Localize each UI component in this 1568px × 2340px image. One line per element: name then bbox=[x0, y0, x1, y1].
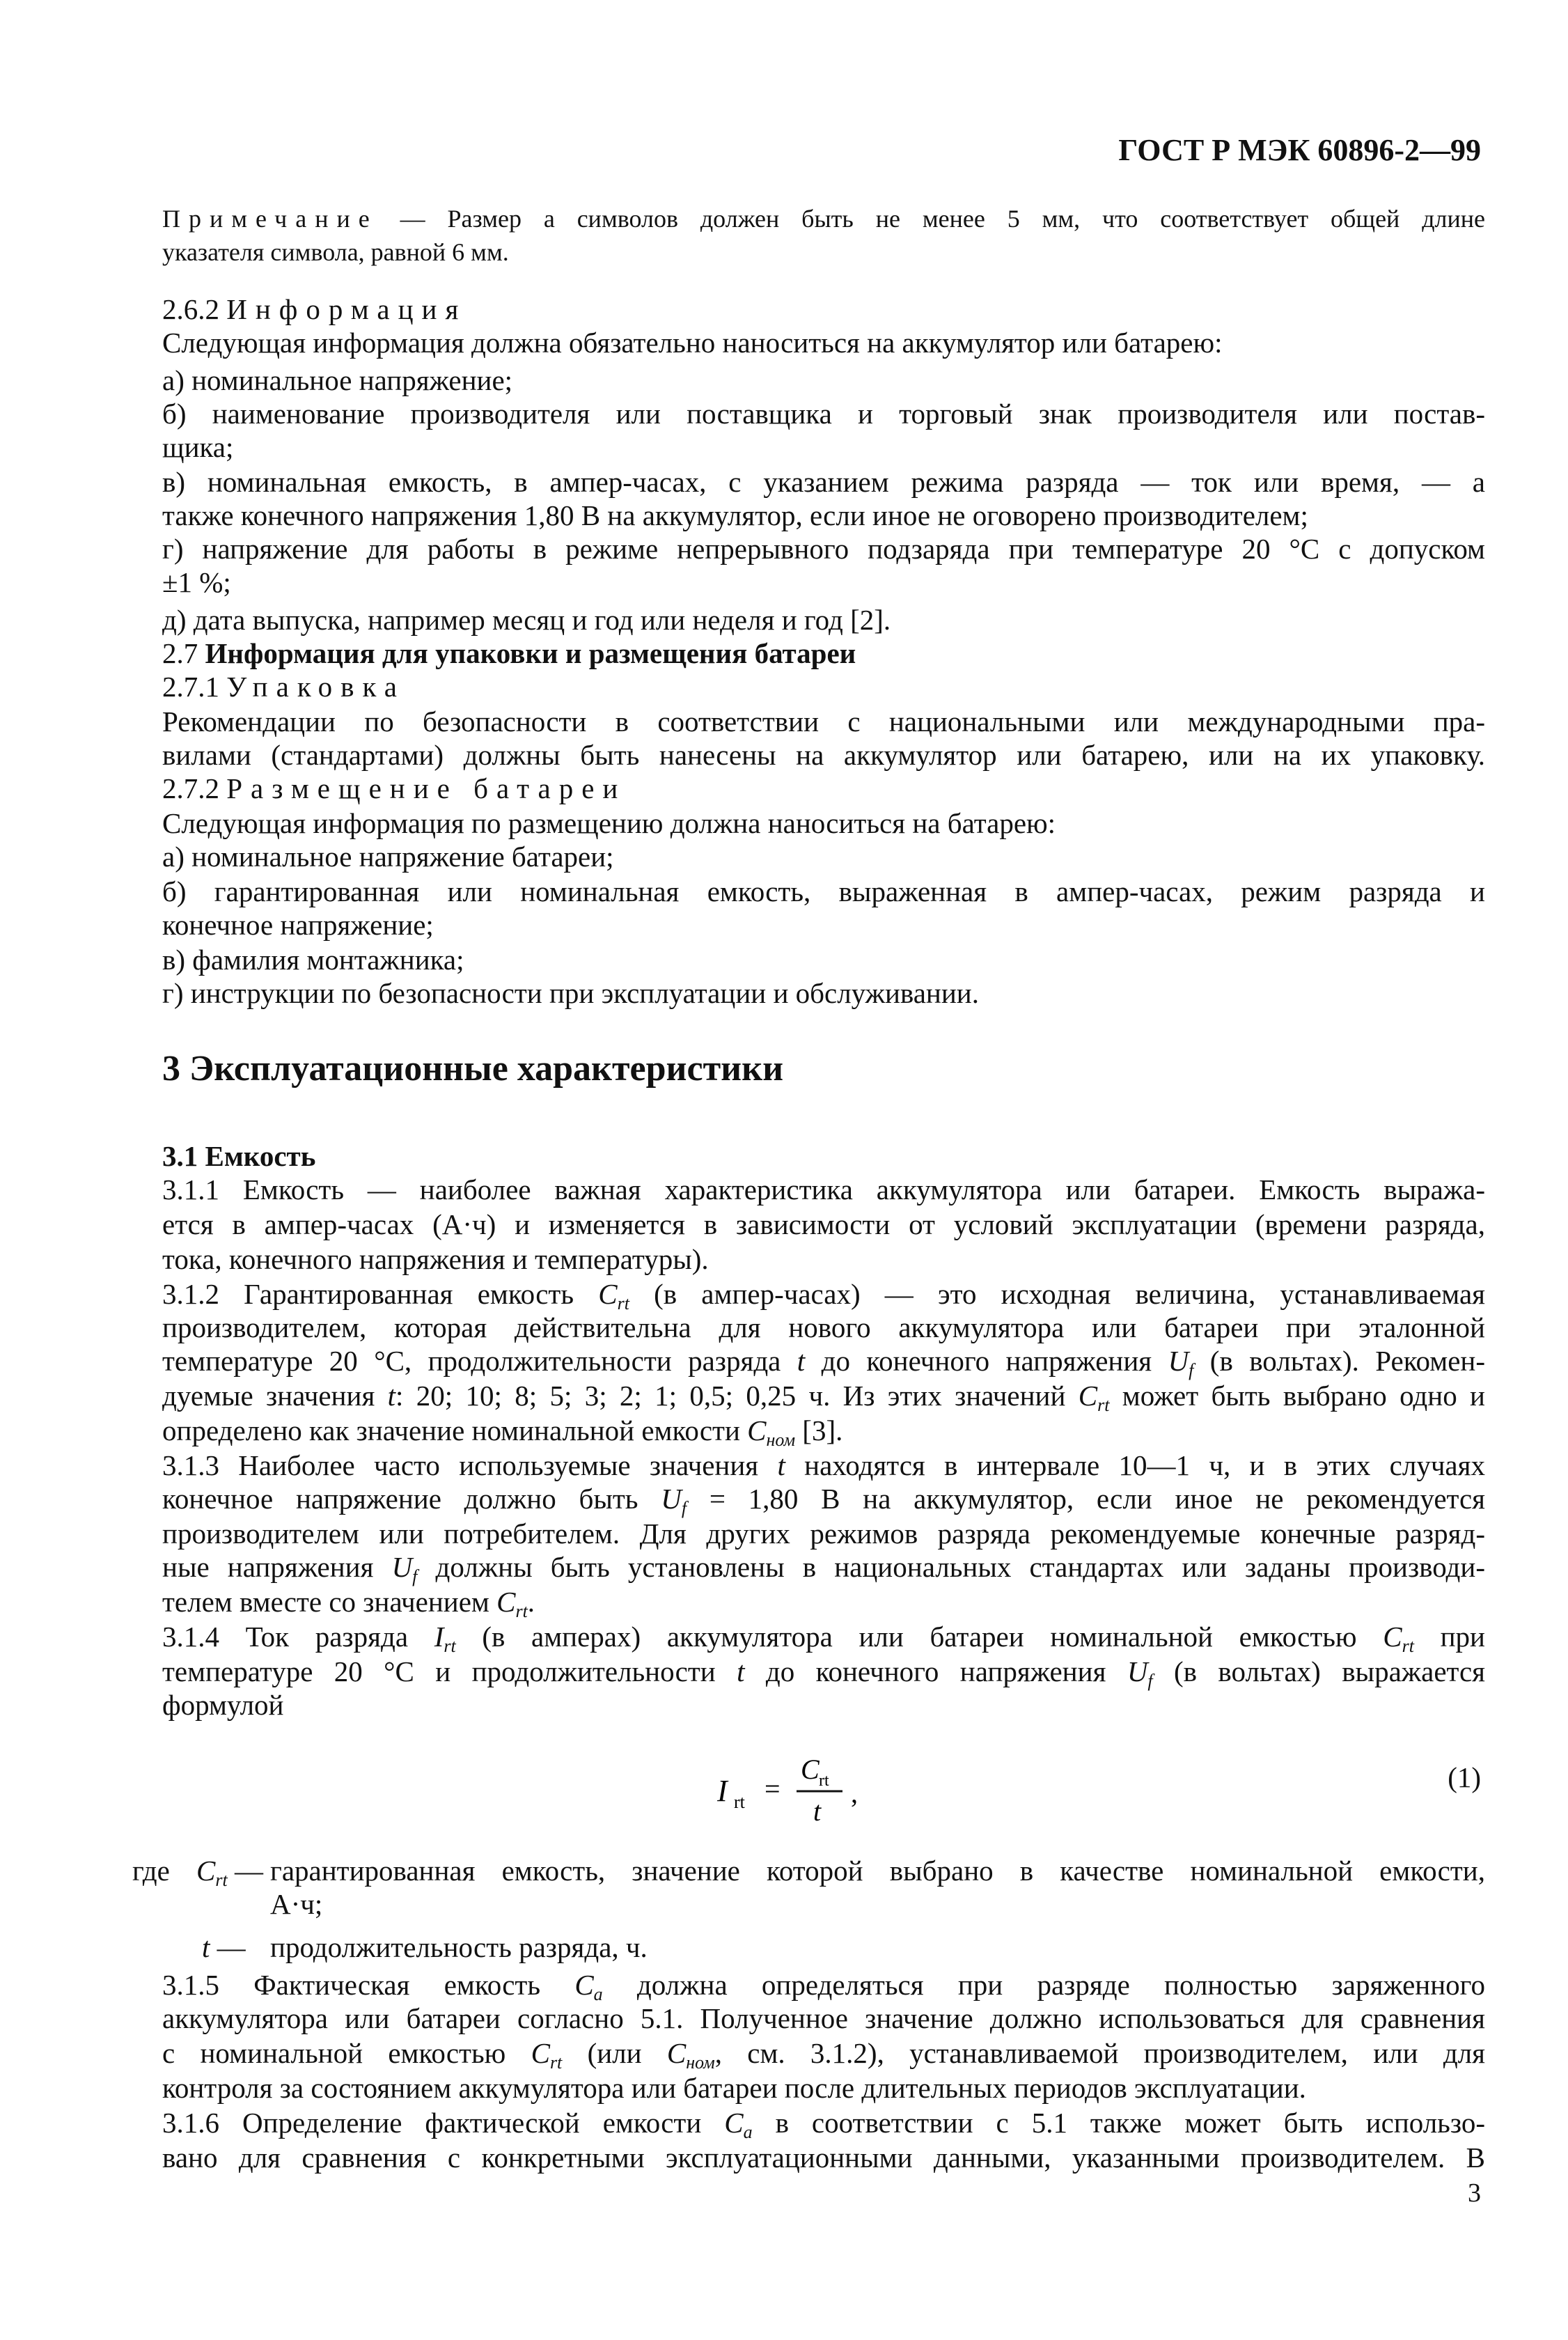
text-run: температуре 20 °С, продолжительности разряда bbox=[162, 1345, 797, 1377]
paragraph-line: производителем или потребителем. Для других режимов разряда рекомендуемые конечные разряд- bbox=[162, 1518, 1485, 1550]
paragraph-line: производителем, которая действительна для нового аккумулятора или батареи при эталонной bbox=[162, 1311, 1485, 1343]
text-run: (в амперах) аккумулятора или батареи номинальной емкостью bbox=[455, 1621, 1383, 1653]
list-item-continuation: ±1 %; bbox=[162, 566, 231, 598]
paragraph-line: ется в ампер-часах (А·ч) и изменяется в зависимости от условий эксплуатации (времени разряда, bbox=[162, 1208, 1485, 1240]
formula-denominator: t bbox=[813, 1795, 822, 1827]
formula-number: (1) bbox=[1448, 1761, 1481, 1793]
paragraph-line bbox=[162, 1482, 1485, 1518]
text-run: . bbox=[527, 1586, 535, 1618]
paragraph-line bbox=[162, 2036, 1485, 2073]
symbol-c-rt: $C_{rt}$ bbox=[496, 1586, 528, 1621]
symbol-u-f: $U_f$ bbox=[661, 1483, 687, 1518]
symbol-c-rt: $C_{rt}$ bbox=[598, 1278, 629, 1313]
text-run: при bbox=[1413, 1621, 1485, 1653]
list-item: д) дата выпуска, например месяц и год или неделя и год [2]. bbox=[162, 604, 891, 636]
subsection-heading-2-7 bbox=[162, 637, 1485, 670]
formula-lhs-sub: rt bbox=[734, 1792, 745, 1812]
text-run: находятся в интервале 10—1 ч, и в этих случаях bbox=[785, 1449, 1485, 1481]
text-run: до конечного напряжения bbox=[744, 1655, 1127, 1687]
paragraph-line: 3.1.1 Емкость — наиболее важная характеристика аккумулятора или батареи. Емкость выража- bbox=[162, 1173, 1485, 1206]
symbol-t: t bbox=[737, 1655, 745, 1687]
subsection-heading-2-7-2 bbox=[162, 772, 1485, 805]
where-symbol-t: t — bbox=[202, 1931, 246, 1963]
symbol-c-a: $C_a$ bbox=[724, 2107, 753, 2142]
paragraph-line: Следующая информация по размещению должна наноситься на батарею: bbox=[162, 807, 1056, 839]
paragraph-line: вано для сравнения с конкретными эксплуатационными данными, указанными производителем. В bbox=[162, 2142, 1485, 2174]
formula-equals: = bbox=[765, 1773, 781, 1804]
section-heading-3: 3 Эксплуатационные характеристики bbox=[162, 1049, 784, 1089]
text-run: : 20; 10; 8; 5; 3; 2; 1; 0,5; 0,25 ч. Из этих значений bbox=[395, 1380, 1079, 1412]
symbol-t: t bbox=[387, 1380, 396, 1412]
symbol-c-rt: $C_{rt}$ bbox=[531, 2037, 563, 2073]
text-run: (в вольтах) выражается bbox=[1152, 1655, 1486, 1687]
symbol-t: t bbox=[797, 1345, 806, 1377]
where-t-definition: продолжительность разряда, ч. bbox=[270, 1931, 648, 1963]
list-item-continuation: также конечного напряжения 1,80 В на аккумулятор, если иное не оговорено производителем; bbox=[162, 499, 1308, 531]
list-item-continuation: щика; bbox=[162, 431, 234, 463]
subsection-heading-2-6-2 bbox=[162, 292, 1485, 326]
symbol-u-f: $U_f$ bbox=[1127, 1655, 1153, 1691]
paragraph-line bbox=[162, 1449, 1485, 1482]
formula-1 bbox=[717, 1748, 870, 1832]
paragraph-line: Следующая информация должна обязательно наноситься на аккумулятор или батарею: bbox=[162, 327, 1223, 359]
symbol-c-nom: $C_{ном}$ bbox=[666, 2037, 715, 2073]
where-c-definition: гарантированная емкость, значение которой выбрано в качестве номинальной емкости, bbox=[270, 1855, 1485, 1887]
page-number: 3 bbox=[1468, 2178, 1481, 2208]
text-run: [3]. bbox=[795, 1414, 843, 1446]
paragraph-line: Рекомендации по безопасности в соответствии с национальными или международными пра- bbox=[162, 705, 1485, 738]
list-item: б) наименование производителя или поставщика и торговый знак производителя или постав- bbox=[162, 398, 1485, 430]
text-run: телем вместе со значением bbox=[162, 1586, 497, 1618]
paragraph-line bbox=[162, 1585, 1485, 1621]
text-run: определено как значение номинальной емкости bbox=[162, 1414, 748, 1446]
paragraph-line: тока, конечного напряжения и температуры). bbox=[162, 1243, 709, 1275]
symbol-i-rt: $I_{rt}$ bbox=[434, 1621, 456, 1656]
paragraph-line: аккумулятора или батареи согласно 5.1. Полученное значение должно использоваться для сравнения bbox=[162, 2002, 1485, 2034]
symbol-c-nom: $C_{ном}$ bbox=[747, 1414, 796, 1450]
where-c-unit: А·ч; bbox=[270, 1888, 323, 1920]
where-label: где bbox=[132, 1855, 170, 1887]
section-number: 2.7.2 bbox=[162, 772, 219, 804]
section-number: 2.7 bbox=[162, 637, 198, 669]
where-symbol-c-rt: $C_{rt}$ — bbox=[196, 1855, 263, 1890]
section-title: Упаковка bbox=[226, 671, 406, 703]
text-run: должны быть установлены в национальных стандартах или заданы производи- bbox=[417, 1551, 1485, 1583]
formula-comma: , bbox=[851, 1777, 858, 1809]
note-text-1: — Размер a символов должен быть не менее 5 мм, что соответствует общей длине bbox=[377, 205, 1485, 233]
formula-lhs: I bbox=[717, 1774, 728, 1808]
list-item: а) номинальное напряжение батареи; bbox=[162, 841, 614, 873]
symbol-c-rt: $C_{rt}$ bbox=[1078, 1380, 1110, 1415]
text-run: 3.1.6 Определение фактической емкости bbox=[162, 2107, 725, 2139]
paragraph-line: формулой bbox=[162, 1689, 284, 1721]
section-number: 2.7.1 bbox=[162, 671, 219, 703]
paragraph-line: вилами (стандартами) должны быть нанесены на аккумулятор или батарею, или на их упаковку. bbox=[162, 739, 1485, 771]
text-run: 3.1.5 Фактическая емкость bbox=[162, 1969, 575, 2001]
note-line-2: указателя символа, равной 6 мм. bbox=[162, 238, 509, 266]
section-title: Размещение батареи bbox=[226, 772, 627, 804]
symbol-u-f: $U_f$ bbox=[391, 1551, 418, 1586]
text-run: (в вольтах). Рекомен- bbox=[1193, 1345, 1485, 1377]
section-number: 2.6.2 bbox=[162, 293, 219, 325]
list-item: г) напряжение для работы в режиме непрерывного подзаряда при температуре 20 °С с допуском bbox=[162, 533, 1485, 565]
paragraph-line bbox=[162, 1379, 1485, 1415]
symbol-c-a: $C_a$ bbox=[574, 1969, 603, 2004]
note-label: Примечание bbox=[162, 205, 378, 233]
list-item: б) гарантированная или номинальная емкость, выраженная в ампер-часах, режим разряда и bbox=[162, 875, 1485, 907]
text-run: до конечного напряжения bbox=[805, 1345, 1168, 1377]
text-run: с номинальной емкостью bbox=[162, 2037, 531, 2069]
text-run: (или bbox=[562, 2037, 667, 2069]
text-run: может быть выбрано одно и bbox=[1109, 1380, 1485, 1412]
text-run: 3.1.3 Наиболее часто используемые значения bbox=[162, 1449, 778, 1481]
document-header: ГОСТ Р МЭК 60896-2—99 bbox=[1118, 133, 1481, 167]
paragraph-line bbox=[162, 1277, 1485, 1311]
list-item: г) инструкции по безопасности при эксплуатации и обслуживании. bbox=[162, 977, 979, 1009]
text-run: , см. 3.1.2), устанавливаемой производителем, или для bbox=[714, 2037, 1485, 2069]
text-run: в соответствии с 5.1 также может быть использо- bbox=[752, 2107, 1485, 2139]
paragraph-line bbox=[162, 2106, 1485, 2142]
paragraph-line bbox=[162, 1344, 1485, 1378]
paragraph-line bbox=[162, 1620, 1485, 1656]
text-run: дуемые значения bbox=[162, 1380, 388, 1412]
text-run: конечное напряжение должно быть bbox=[162, 1483, 661, 1515]
symbol-c-rt: $C_{rt}$ bbox=[1383, 1621, 1414, 1656]
text-run: 3.1.2 Гарантированная емкость bbox=[162, 1278, 599, 1310]
list-item: в) фамилия монтажника; bbox=[162, 944, 464, 976]
symbol-u-f: $U_f$ bbox=[1168, 1345, 1194, 1380]
formula-numerator-sub: rt bbox=[819, 1772, 829, 1790]
subsection-heading-3-1: 3.1 Емкость bbox=[162, 1140, 316, 1172]
paragraph-line bbox=[162, 1968, 1485, 2002]
paragraph-line bbox=[162, 1414, 1485, 1450]
section-title: Информация для упаковки и размещения батареи bbox=[205, 637, 856, 669]
text-run: (в ампер-часах) — это исходная величина, устанавливаемая bbox=[629, 1278, 1486, 1310]
paragraph-line bbox=[162, 1550, 1485, 1584]
note-line-1 bbox=[162, 202, 1485, 235]
text-run: = 1,80 В на аккумулятор, если иное не рекомендуется bbox=[687, 1483, 1485, 1515]
text-run: 3.1.4 Ток разряда bbox=[162, 1621, 434, 1653]
formula-numerator: C bbox=[801, 1754, 820, 1785]
section-title: Информация bbox=[226, 293, 467, 325]
paragraph-line bbox=[162, 1655, 1486, 1691]
paragraph-line: контроля за состоянием аккумулятора или батареи после длительных периодов эксплуатации. bbox=[162, 2072, 1306, 2104]
list-item: в) номинальная емкость, в ампер-часах, с указанием режима разряда — ток или время, — а bbox=[162, 466, 1485, 498]
list-item: а) номинальное напряжение; bbox=[162, 364, 513, 396]
subsection-heading-2-7-1 bbox=[162, 670, 1485, 703]
text-run: должна определяться при разряде полностью заряженного bbox=[602, 1969, 1485, 2001]
symbol-t: t bbox=[777, 1449, 785, 1481]
text-run: температуре 20 °С и продолжительности bbox=[162, 1655, 737, 1687]
list-item-continuation: конечное напряжение; bbox=[162, 909, 434, 941]
text-run: ные напряжения bbox=[162, 1551, 392, 1583]
